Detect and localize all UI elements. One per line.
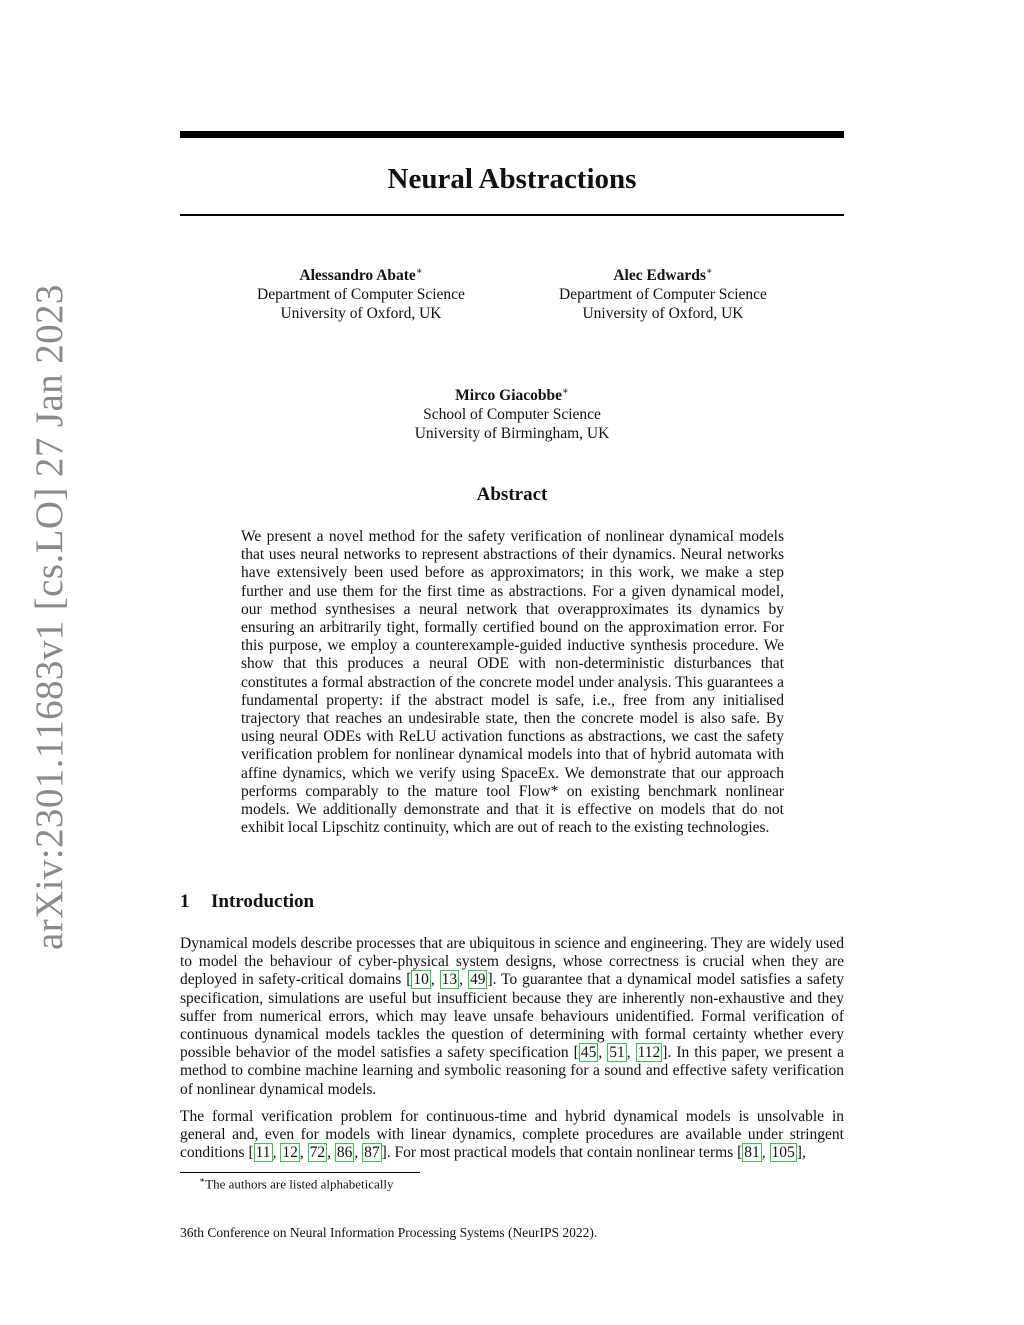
author-footnote-mark[interactable]: ∗ (705, 266, 713, 277)
citation-link[interactable]: 12 (282, 1144, 298, 1162)
citation-link[interactable]: 105 (771, 1144, 795, 1162)
author-footnote-mark[interactable]: ∗ (562, 386, 569, 397)
author-affiliation: University of Birmingham, UK (414, 425, 610, 443)
intro-paragraph-2: The formal verification problem for continuous-time and hybrid dynamical models is unsolvable in general and, even for models with linear dynamics, complete procedures are available under stringent conditions [ 11 , 12 , 72 , 86 , 87 ]. For most practical models that contain nonlinear terms [ 81 , 105 ], (180, 1108, 844, 1162)
citation-link[interactable]: 51 (609, 1044, 625, 1062)
author-affiliation: University of Oxford, UK (280, 305, 442, 323)
footnote (199, 1175, 394, 1192)
section-title: Introduction (211, 891, 315, 912)
author-department: School of Computer Science (423, 406, 601, 424)
author-name: Alec Edwards (613, 267, 706, 285)
citation-link[interactable]: 112 (637, 1044, 661, 1062)
abstract-heading: Abstract (476, 484, 548, 505)
author-block (211, 262, 511, 323)
author-affiliation: University of Oxford, UK (582, 305, 744, 323)
footnote-rule (180, 1172, 420, 1173)
citation-link[interactable]: 10 (413, 971, 429, 989)
title-bottom-rule (180, 214, 844, 216)
title-top-rule (180, 131, 844, 138)
citation-link[interactable]: 86 (336, 1144, 353, 1162)
citation-link[interactable]: 81 (744, 1144, 760, 1162)
author-name: Mirco Giacobbe (455, 387, 563, 405)
citation-link[interactable]: 49 (469, 971, 486, 989)
footnote-text: The authors are listed alphabetically (205, 1176, 394, 1192)
author-name: Alessandro Abate (299, 267, 416, 285)
author-department: Department of Computer Science (559, 286, 767, 304)
citation-link[interactable]: 72 (309, 1144, 326, 1162)
paper-title: Neural Abstractions (387, 163, 637, 195)
arxiv-identifier: arXiv:2301.11683v1 [cs.LO] 27 Jan 2023 (28, 284, 71, 950)
section-number: 1 (180, 891, 190, 912)
venue-note: 36th Conference on Neural Information Processing Systems (NeurIPS 2022). (180, 1225, 598, 1240)
citation-link[interactable]: 11 (255, 1144, 271, 1162)
author-block (362, 382, 662, 443)
author-block (513, 262, 813, 323)
section-heading (180, 891, 314, 913)
author-footnote-mark[interactable]: ∗ (415, 266, 423, 277)
intro-paragraph-1: Dynamical models describe processes that are ubiquitous in science and engineering. They are widely used to model the behaviour of cyber-physical system designs, whose correctness is crucial when they are deployed in safety-critical domains [ 10 , 13 , 49 ]. To guarantee that a dynamical model satisfies a safety specification, simulations are useful but insufficient because they are inherently non-exhaustive and they suffer from numerical errors, which may leave unsafe behaviours unidentified. Formal verification of continuous dynamical models tackles the question of determining with formal certainty whether every possible behavior of the model satisfies a safety specification [ 45 , 51 , 112 ]. In this paper, we present a method to combine machine learning and symbolic reasoning for a sound and effective safety verification of nonlinear dynamical models. (180, 935, 845, 1098)
footnote-mark: ∗ (199, 1175, 206, 1185)
author-department: Department of Computer Science (257, 286, 465, 304)
citation-link[interactable]: 45 (580, 1044, 597, 1062)
abstract-text: We present a novel method for the safety verification of nonlinear dynamical models that uses neural networks to represent abstractions of their dynamics. Neural networks have extensively been used before as approximators; in this work, we make a step further and use them for the first time as abstractions. For a given dynamical model, our method synthesises a neural network that overapproximates its dynamics by ensuring an arbitrarily tight, formally certified bound on the approximation error. For this purpose, we employ a counterexample-guided inductive synthesis procedure. We show that this produces a neural ODE with non-deterministic disturbances that constitutes a formal abstraction of the concrete model under analysis. This guarantees a fundamental property: if the abstract model is safe, i.e., free from any initialised trajectory that reaches an undesirable state, then the concrete model is also safe. By using neural ODEs with ReLU activation functions as abstractions, we cast the safety verification problem for nonlinear dynamical models into that of hybrid automata with affine dynamics, which we verify using SpaceEx. We demonstrate that our approach performs comparably to the mature tool Flow* on existing benchmark nonlinear models. We additionally demonstrate and that it is effective on models that do not exhibit local Lipschitz continuity, which are out of reach to the existing technologies. (241, 528, 784, 837)
citation-link[interactable]: 13 (441, 971, 458, 989)
citation-link[interactable]: 87 (364, 1144, 380, 1162)
